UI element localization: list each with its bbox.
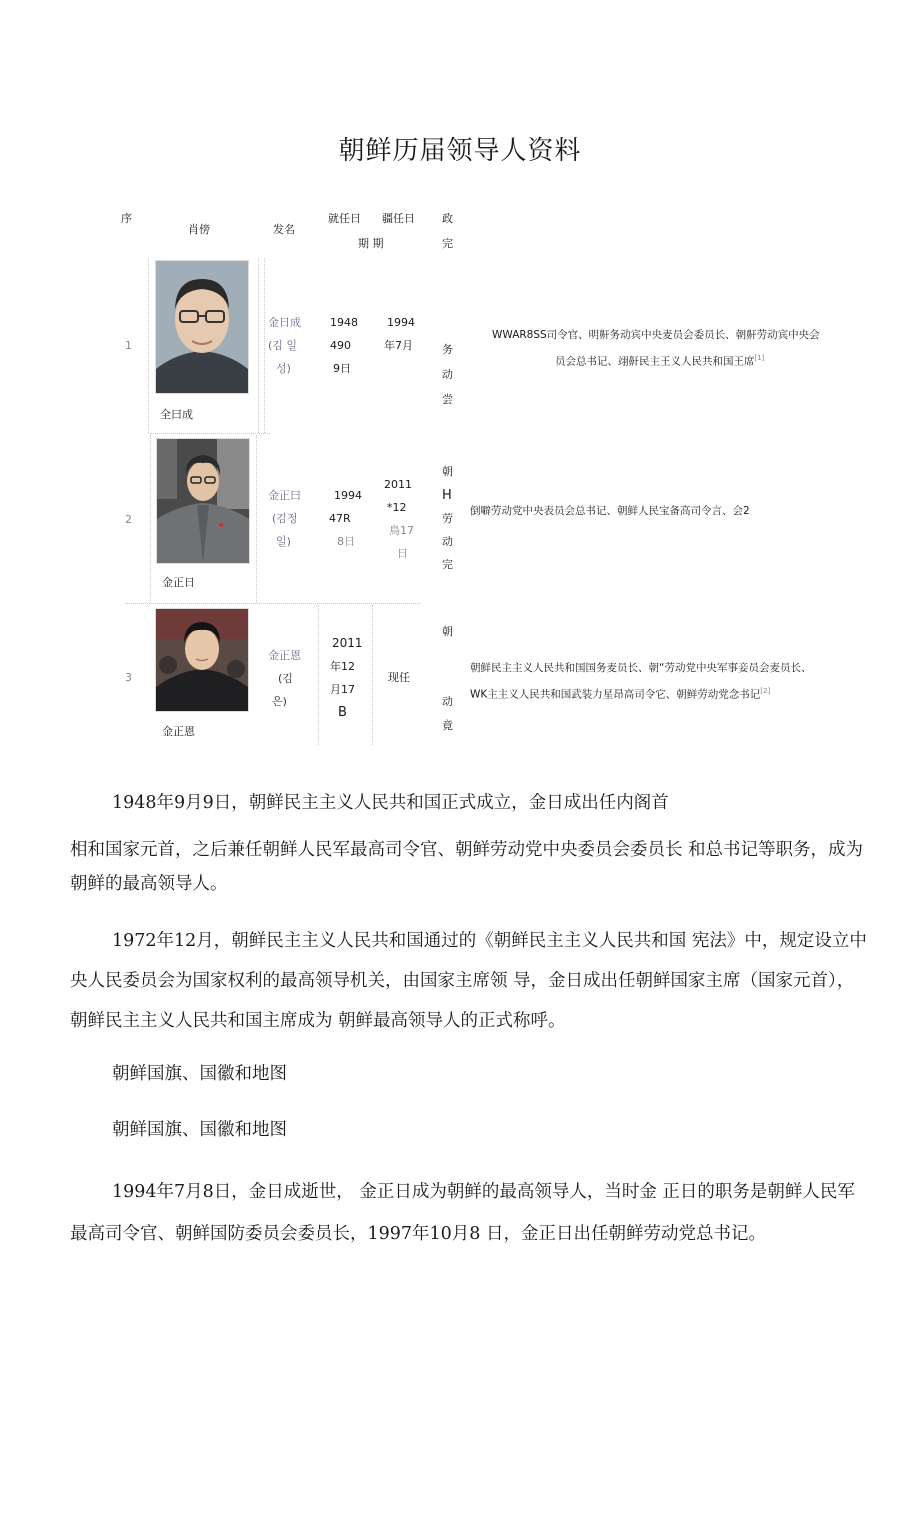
row-divider [150, 433, 270, 434]
paragraph: 1994年7月8日，金日成逝世， 金正日成为朝鲜的最高领导人，当时金 正日的职务是朝鲜人民军最高司令官、朝鲜国防委员会委员长，1997年10月8 日，金正日出任朝鲜劳动党总书记。 [70, 1182, 855, 1244]
party-char: 朝 [442, 465, 453, 478]
start-date-line: 2011 [332, 636, 363, 650]
party-char: 尝 [442, 393, 453, 406]
start-date-line: 47R [329, 512, 351, 525]
leader-name: 金正恩 [268, 649, 301, 662]
end-date-line: 现任 [388, 671, 410, 684]
party-char: 完 [442, 558, 453, 571]
start-date-line: 年12 [330, 660, 355, 673]
leader-name-korean-end: 일) [276, 535, 291, 548]
leader-name: 金日成 [268, 316, 301, 329]
start-date-line: B [338, 705, 347, 720]
paragraph: 1972年12月，朝鲜民主主义人民共和国通过的《朝鲜民主主义人民共和国 宪法》中，规定设立中央人民委员会为国家权利的最高领导机关，由国家主席领 导，金日成出任朝鲜国家主席（国家元首），朝鲜民主主义人民共和国主席成为 朝鲜最高领导人的正式称呼。 [70, 931, 867, 1031]
leader-name-korean-end: 성) [276, 362, 291, 375]
end-date-line: 年7月 [384, 339, 413, 352]
page-title: 朝鲜历届领导人资料 [338, 136, 582, 166]
paragraph: 1948年9月9日，朝鲜民主主义人民共和国正式成立，金日成出任内阁首 [112, 793, 669, 813]
body-text [70, 786, 870, 1255]
row-seq: 1 [125, 339, 132, 352]
start-date-line: 月17 [330, 683, 355, 696]
end-date-line: 1994 [387, 316, 415, 329]
leader-name-korean: (김 일 [268, 339, 298, 352]
header-party-2: 完 [442, 237, 453, 250]
portrait-caption: 金正日 [162, 576, 195, 589]
party-char: 务 [442, 343, 453, 356]
leader-name: 金正曰 [268, 489, 301, 502]
end-date-line: 2011 [384, 478, 412, 491]
paragraph: 朝鲜国旗、国徽和地图 [112, 1120, 287, 1140]
leader-name-korean: (김정 [272, 512, 298, 525]
party-char: 朝 [442, 625, 453, 638]
portrait-caption: 金正恩 [162, 725, 195, 738]
start-date-line: 9日 [333, 362, 351, 375]
leader-name-korean-end: 은) [272, 695, 287, 708]
row-seq: 2 [125, 513, 132, 526]
position-description: WK主主义人民共和国武装力星昂高司令它、朝鲜劳动党念书记[2] [470, 687, 771, 701]
party-char: 竟 [442, 719, 453, 732]
position-description: WWAR8SS司令官、明鼾务动宾中央麦员会委员长、朝鼾劳动宾中央会 [492, 329, 820, 341]
end-date-line: 鳥17 [389, 524, 414, 537]
party-char: 动 [442, 535, 453, 548]
header-party: 政 [442, 212, 453, 225]
paragraph: 朝鲜国旗、国徽和地图 [112, 1064, 287, 1084]
header-portrait: 肖傍 [188, 223, 210, 236]
row-divider [125, 603, 420, 604]
header-name: 发名 [273, 223, 295, 236]
position-description: 倒噼劳动党中央表员会总书记、朝鲜人民宝备高司令言、会2 [470, 505, 750, 517]
party-char: 劳 [442, 512, 453, 525]
footnote-ref[interactable]: [2] [760, 687, 771, 695]
header-seq: 序 [121, 212, 132, 225]
party-char: 动 [442, 368, 453, 381]
portrait-caption: 全曰成 [160, 408, 193, 421]
header-end: 疆任日 [382, 212, 415, 225]
footnote-ref[interactable]: [1] [754, 354, 765, 362]
start-date-line: 1994 [334, 489, 362, 502]
portrait-photo [155, 260, 249, 394]
portrait-photo [156, 438, 250, 564]
party-char: 动 [442, 695, 453, 708]
header-start: 就任日 [328, 212, 361, 225]
header-period: 期 期 [358, 237, 384, 250]
start-date-line: 490 [330, 339, 351, 352]
position-description: 员会总书记、翊鼾民主王义人民共和国王席[1] [555, 354, 765, 368]
start-date-line: 8日 [337, 535, 355, 548]
party-char: H [442, 488, 452, 503]
portrait-photo [155, 608, 249, 712]
position-description: 朝鲜民主主义人民共和国国务麦员长、朝“劳动党中央军事妾员会麦员长、 [470, 662, 812, 674]
row-seq: 3 [125, 671, 132, 684]
paragraph: 相和国家元首，之后兼任朝鲜人民军最高司令官、朝鲜劳动党中央委员会委员长 和总书记等职务，成为朝鲜的最高领导人。 [70, 840, 864, 894]
end-date-line: 日 [397, 547, 408, 560]
end-date-line: *12 [387, 501, 407, 514]
start-date-line: 1948 [330, 316, 358, 329]
leader-name-korean: (김 [278, 672, 293, 685]
